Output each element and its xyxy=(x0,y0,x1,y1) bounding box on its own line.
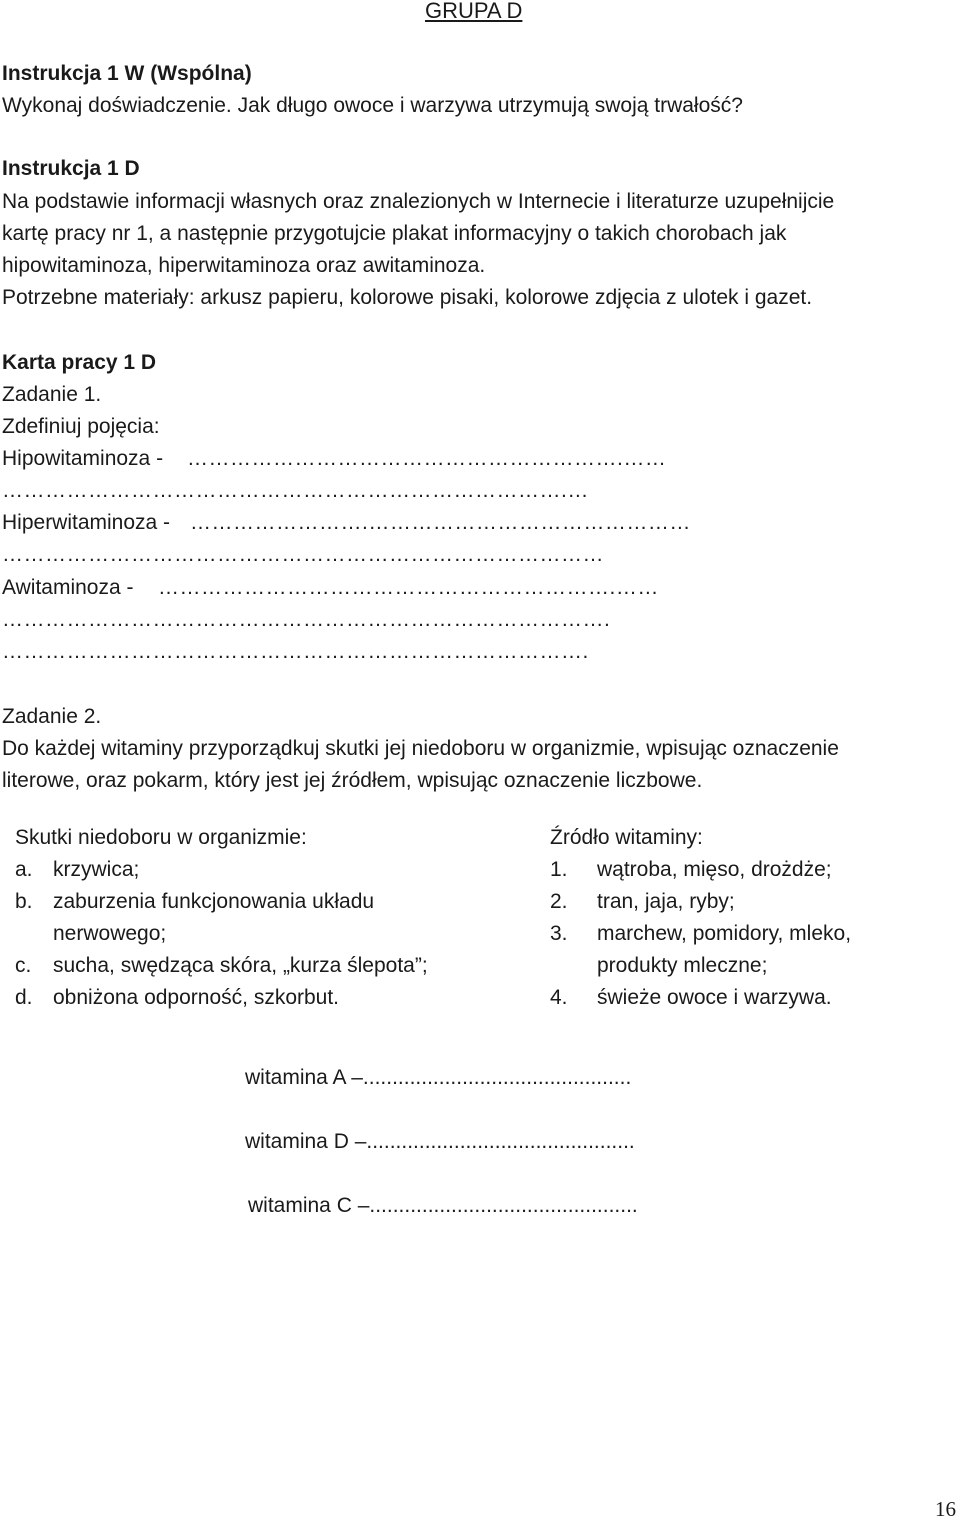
instruction-d-line: kartę pracy nr 1, a następnie przygotujcie plakat informacyjny o takich chorobach jak xyxy=(2,222,787,245)
sources-header: Źródło witaminy: xyxy=(550,826,703,849)
source-text: tran, jaja, ryby; xyxy=(597,890,735,913)
vitamin-c-answer[interactable]: witamina C –.............................................. xyxy=(248,1194,638,1217)
source-item xyxy=(550,854,950,886)
sources-column xyxy=(550,822,950,1014)
instruction-d-title: Instrukcja 1 D xyxy=(2,157,140,180)
effect-item xyxy=(15,982,485,1014)
effect-text: sucha, swędząca skóra, „kurza ślepota”; xyxy=(53,954,428,977)
card-title: Karta pracy 1 D xyxy=(2,351,157,374)
source-item xyxy=(550,982,950,1014)
instruction-d-line: Na podstawie informacji własnych oraz znalezionych w Internecie i literaturze uzupełnijcie xyxy=(2,190,835,213)
instruction-w-title: Instrukcja 1 W (Wspólna) xyxy=(2,62,252,85)
task2-text: Do każdej witaminy przyporządkuj skutki jej niedoboru w organizmie, wpisując oznaczenie xyxy=(2,737,839,760)
page-number: 16 xyxy=(935,1497,956,1521)
source-text: wątroba, mięso, drożdże; xyxy=(597,858,832,881)
effect-marker: b. xyxy=(15,890,33,913)
vitamin-d-answer[interactable]: witamina D –.............................................. xyxy=(245,1130,635,1153)
task1-title: Zadanie 1. xyxy=(2,383,102,406)
awit-label: Awitaminoza - xyxy=(2,576,134,599)
effect-text: obniżona odporność, szkorbut. xyxy=(53,986,340,1009)
task2-title: Zadanie 2. xyxy=(2,705,102,728)
source-marker: 1. xyxy=(550,858,568,881)
effect-item xyxy=(15,886,453,950)
vitamin-a-answer[interactable]: witamina A –.............................................. xyxy=(245,1066,632,1089)
hipo-answer-line[interactable]: …………………………………………………….…… xyxy=(187,447,667,470)
group-title: GRUPA D xyxy=(425,0,523,23)
hiper-answer-line[interactable]: …………………….……………………………………… xyxy=(190,511,691,534)
task1-prompt: Zdefiniuj pojęcia: xyxy=(2,415,160,438)
instruction-d-line: hipowitaminoza, hiperwitaminoza oraz awitaminoza. xyxy=(2,254,486,277)
task2-text: literowe, oraz pokarm, który jest jej źródłem, wpisując oznaczenie liczbowe. xyxy=(2,769,703,792)
hipo-answer-line-2[interactable]: …………………………………………………………………….… xyxy=(2,479,589,502)
effect-marker: c. xyxy=(15,954,32,977)
source-item xyxy=(550,886,950,918)
source-text: świeże owoce i warzywa. xyxy=(597,986,832,1009)
source-marker: 3. xyxy=(550,922,568,945)
effect-item xyxy=(15,950,485,982)
effect-item xyxy=(15,854,485,886)
awit-answer-line-3[interactable]: ………………………………………………………………………. xyxy=(2,640,589,663)
effect-marker: d. xyxy=(15,986,33,1009)
effect-text: zaburzenia funkcjonowania układu nerwowego; xyxy=(53,890,375,945)
effect-text: krzywica; xyxy=(53,858,140,881)
awit-answer-line-2[interactable]: …………………………………………………………………………. xyxy=(2,608,611,631)
hiper-answer-line-2[interactable]: ………………………………………………………………………… xyxy=(2,543,604,566)
instruction-w-text: Wykonaj doświadczenie. Jak długo owoce i warzywa utrzymują swoją trwałość? xyxy=(2,94,743,117)
effects-header: Skutki niedoboru w organizmie: xyxy=(15,826,307,849)
effect-marker: a. xyxy=(15,858,33,881)
source-item xyxy=(550,918,897,982)
hiper-label: Hiperwitaminoza - xyxy=(2,511,171,534)
source-marker: 4. xyxy=(550,986,568,1009)
awit-answer-line[interactable]: ……………………………………………………….…… xyxy=(158,576,659,599)
source-text: marchew, pomidory, mleko, produkty mleczne; xyxy=(597,922,852,977)
effects-column xyxy=(15,822,485,1014)
source-marker: 2. xyxy=(550,890,568,913)
hipo-label: Hipowitaminoza - xyxy=(2,447,164,470)
materials-line: Potrzebne materiały: arkusz papieru, kolorowe pisaki, kolorowe zdjęcia z ulotek i gazet. xyxy=(2,286,813,309)
